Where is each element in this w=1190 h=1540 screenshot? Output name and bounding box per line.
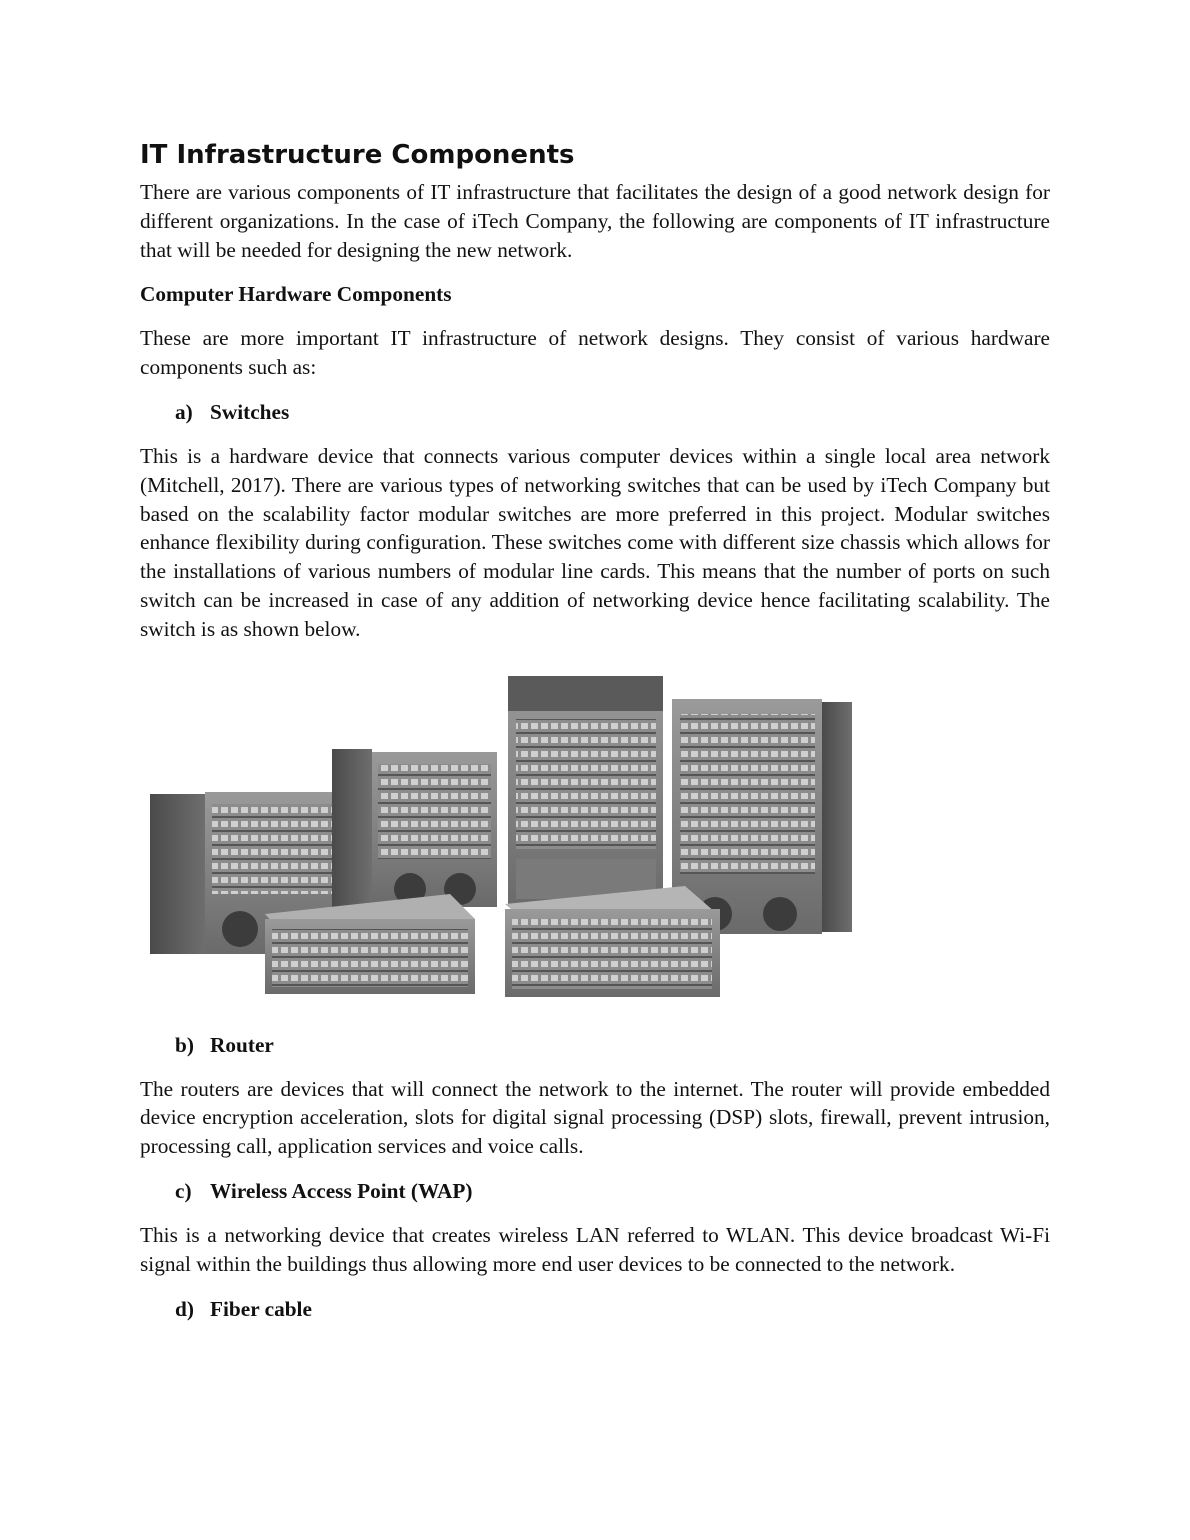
list-item-title: Switches [210,399,290,424]
list-item-heading [175,1295,1050,1323]
section-heading: Computer Hardware Components [140,282,452,307]
wap-paragraph: This is a networking device that creates wireless LAN referred to WLAN. This device broadcast Wi-Fi signal within the buildings thus allowing more end user devices to be connected to the network. [140,1222,1050,1276]
list-item-heading [175,398,1050,426]
router-paragraph: The routers are devices that will connect the network to the internet. The router will provide embedded device encryption acceleration, slots for digital signal processing (DSP) slots, firewall, prevent intrusion, processing call, application services and voice calls. [140,1076,1050,1159]
document-page [140,138,1050,1323]
list-item-title: Router [210,1032,274,1057]
list-item-heading [175,1177,1050,1205]
switches-paragraph: This is a hardware device that connects various computer devices within a single local area network (Mitchell, 2017). There are various types of networking switches that can be used by iTech Company but based on the scalability factor modular switches are more preferred in this project. Modular switches enhance flexibility during configuration. These switches come with different size chassis which allows for the installations of various numbers of modular line cards. This means that the number of ports on such switch can be increased in case of any addition of networking device hence facilitating scalability. The switch is as shown below. [140,443,1050,641]
list-marker: d) [175,1296,194,1321]
list-item-title: Fiber cable [210,1296,312,1321]
list-marker: b) [175,1032,194,1057]
page-title: IT Infrastructure Components [140,140,575,170]
list-item-heading [175,1031,1050,1059]
list-item-title: Wireless Access Point (WAP) [210,1178,473,1203]
list-marker: c) [175,1178,192,1203]
modular-switch-chassis-photo-icon [140,664,860,1014]
list-marker: a) [175,399,193,424]
section-intro-paragraph: These are more important IT infrastructure of network designs. They consist of various hardware components such as: [140,326,1050,380]
switch-figure [140,664,860,1014]
intro-paragraph: There are various components of IT infrastructure that facilitates the design of a good network design for different organizations. In the case of iTech Company, the following are components of IT infrastructure that will be needed for designing the new network. [140,180,1050,262]
